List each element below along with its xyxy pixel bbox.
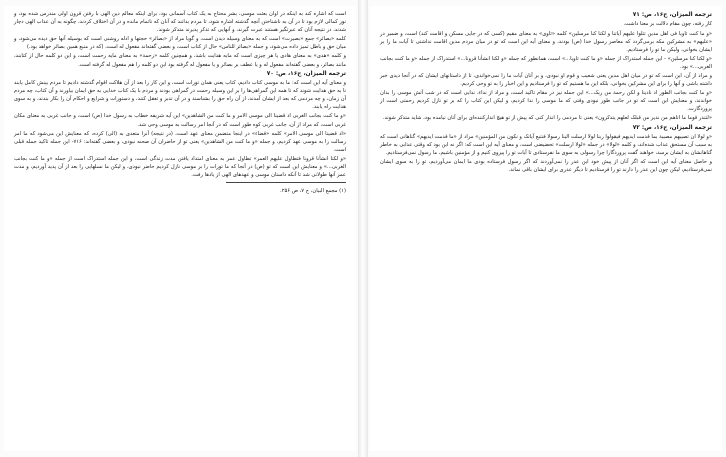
page-marker: ترجمه المیزان، ج۱۶، ص: ۷۰ — [266, 70, 346, 77]
right-paragraph: «و لولا ان تصیبهم مصیبة بما قدمت ایدیهم فیقولوا ربنا لولا ارسلت الینا رسولا فنتبع آیاتک و نکون من المؤمنین» مراد از «ما قدمت ایدیهم» گناهانی است که به سبب آن مستحق عذاب شده‌اند، و کلمه «لولا» در جمله «لولا ارسلت» تحضیضی است، و معنای آیه این است که: اگر نه این بود که وقتی عذابی به خاطر گناهانشان به ایشان برسد، خواهند گفت پروردگارا چرا رسولی به سوی ما نفرستادی تا آیات تو را پیروی کنیم و از مؤمنین باشیم، ما رسول نمی‌فرستادیم. — [380, 133, 712, 157]
left-paragraph: است که اشاره کند به اینکه در اوان بعثت موسی، بشر محتاج به یک کتاب آسمانی بود، برای اینکه معالم دین الهی با رفتن قرون اولی مندرس شده بود، و نور کمالی لازم بود تا در آن به ناشناختن آنچه گذشته اشاره شود، تا مردم بدانند که آنان که ناتمام مانده و در آن اختلاف کردند، چگونه به آن عذاب الهی دچار شدند، در نتیجه آنان که عبرتگیر هستند عبرت گیرند، و آنهایی که تذکر پذیرند متذکر شوند. — [14, 11, 346, 34]
right-paragraph: «و ما کنت ثاویا فی اهل مدین تتلوا علیهم آیاتنا و لکنا کنا مرسلین» کلمه «ثاوی» به معنای مقیم (کسی که در جایی مسکن و اقامت کند) است، و ضمیر در «علیهم» به مشرکین مکه برمی‌گردد که معاصر رسول خدا (ص) بودند، و معنای آیه این است که تو در میان مردم مدین اقامت نداشتی تا آیات ما را بر ایشان بخوانی، ولیکن ما تو را فرستادیم. — [380, 30, 712, 53]
left-paragraph: «و ما کنت بجانب الغربی اذ قضینا الی موسی الامر و ما کنت من الشاهدین» این آیه شریفه خطاب به رسول خدا (ص) است، و جانب غربی به معنای مکان غربی است، که مراد از آن، جانب غربی کوه طور است که در آنجا امر رسالت به موسی وحی شد. — [14, 113, 346, 128]
right-paragraph: «و لکنا کنا مرسلین» - این جمله استدراک از جمله «و ما کنت ثاویا...» است، همانطور که جمله «و لکنا انشأنا قرونا...» استدراک از جمله «و ما کنت بجانب الغربی...» بود. — [380, 55, 712, 70]
right-paragraph: «و ما کنت بجانب الطور اذ نادینا و لکن رحمة من ربک...» این جمله نیز در مقام تاکید است، و مراد از نداء، ندایی است که در شب آتش موسی را بدان خواندند، و معنایش این است که تو در جانب طور نبودی وقتی که ما موسی را ندا کردیم، و لیکن این کتاب را که بر تو نازل کردیم رحمتی است از پروردگارت. — [380, 90, 712, 113]
left-page — [4, 6, 356, 451]
page-marker: ترجمه المیزان، ج۱۶، ص: ۷۱ — [632, 12, 712, 18]
left-paragraph: «اذ قضینا الی موسی الامر» کلمه «قضاء» در اینجا متضمن معنای عهد است، (در نتیجه) آنرا متعدی به (الی) کرده، که معنایش این می‌شود که ما امر رسالت را به موسی عهد کردیم، و جمله «و ما کنت من الشاهدین» یعنی تو از حاضران آن صحنه نبودی، و بعضی گفته‌اند: ۷۱۶- این جمله تاکید جمله قبلی است. — [14, 130, 346, 153]
right-paragraph: و حاصل معنای آیه این است که اگر آنان از پیش خود این عذر را نمی‌آوردند که اگر رسول فرستاده بودی ما ایمان می‌آوردیم، تو را به سوی ایشان نمی‌فرستادیم، لیکن چون این عذر را دارند تو را فرستادیم تا دیگر عذری برای ایشان باقی نماند. — [380, 159, 712, 174]
footnote-divider — [226, 182, 346, 183]
left-paragraph: «و لکنا انشأنا قرونا فتطاول علیهم العمر» تطاول عمر به معنای امتداد یافتن مدت زندگی است، و این جمله استدراک است از جمله «و ما کنت بجانب الغربی...» و معنایش این است که تو (ص) در آنجا که ما تورات را بر موسی نازل کردیم حاضر نبودی، و لیکن ما نسلهایی را بعد از آن پدید آوردیم، و مدت عمر آنها طولانی شد تا آنکه داستان موسی و عهدهای الهی از یادها رفت. — [14, 155, 346, 179]
right-paragraph: «لتنذر قوما ما اتاهم من نذیر من قبلک لعلهم یتذکرون» یعنی تا مردمی را انذار کنی که پیش از تو هیچ انذارکننده‌ای برای آنان نیامده بود، شاید متذکر شوند. — [382, 115, 712, 122]
left-paragraph: و کلمه «هدی» به معنای هادی یا هر چیزی است که مایه هدایت باشد، و همچنین کلمه «رحمة» به معنای مایه رحمت است، و این دو کلمه حال از کتابند، مانند بصائر، و بعضی گفته‌اند مفعول له و یا عطف بر بصائر و یا مفعول له گرفته بود این دو کلمه را هم مفعول له گرفته است. — [14, 53, 346, 68]
left-paragraph: و معنای آیه این است که: ما به موسی کتاب دادیم، کتاب یعنی همان تورات است، و این کار را بعد از آن هلاکت اقوام گذشته دادیم تا مردم بینش کامل یابند تا به حق هدایت شوند که تا همه این گمراهی‌ها را بر این وسیله رحمت در گمراهی بودند و مردم با یک کتاب خدایی به حق ایمان بیاورند و آن کتاب، چه مردم آن زمان، و چه مردمی که بعد از ایشان آمدند، از آن راه حق را بشناسند و در آن تدبر و تعقل کنند، و دستورات و شرایع و احکام آن را بکار بندند، و به سوی هدایت راه یابند. — [14, 80, 346, 111]
left-paragraph: کلمه «بصائر» جمع «بصیرت» است که به معنای وسیله دیدن است، و گویا مراد از «بصائر» حجتها و ادله روشنی است که بوسیله آنها حق دیده می‌شود، و میان حق و باطل تمیز داده می‌شود، و جمله «بصائر للناس» حال از کتاب است، و بعضی گفته‌اند مفعول له است، (که در منبع همین بصائر خواهد بود.) — [14, 36, 346, 51]
book-gutter — [358, 0, 368, 457]
right-page — [370, 6, 722, 451]
right-paragraph: و مراد از آن، این است که تو در میان اهل مدین یعنی شعیب و قوم او نبودی، و بر آنان آیات ما را نمی‌خواندی، تا از داستانهای ایشان که در آنجا دیدی خبر داشته باشی و آنها را برای این مشرکین بخوانی، بلکه این ما هستیم که تو را فرستادیم و این اخبار را به تو وحی کردیم. — [380, 72, 712, 88]
right-paragraph: کار رفته، چون مقام دلالت بر معنا داشت. — [623, 21, 712, 28]
footnote: (۱) مجمع البیان، ج ۷، ص ۲۵۶. — [280, 188, 346, 195]
page-marker: ترجمه المیزان، ج۱۶، ص: ۷۲ — [632, 124, 712, 131]
